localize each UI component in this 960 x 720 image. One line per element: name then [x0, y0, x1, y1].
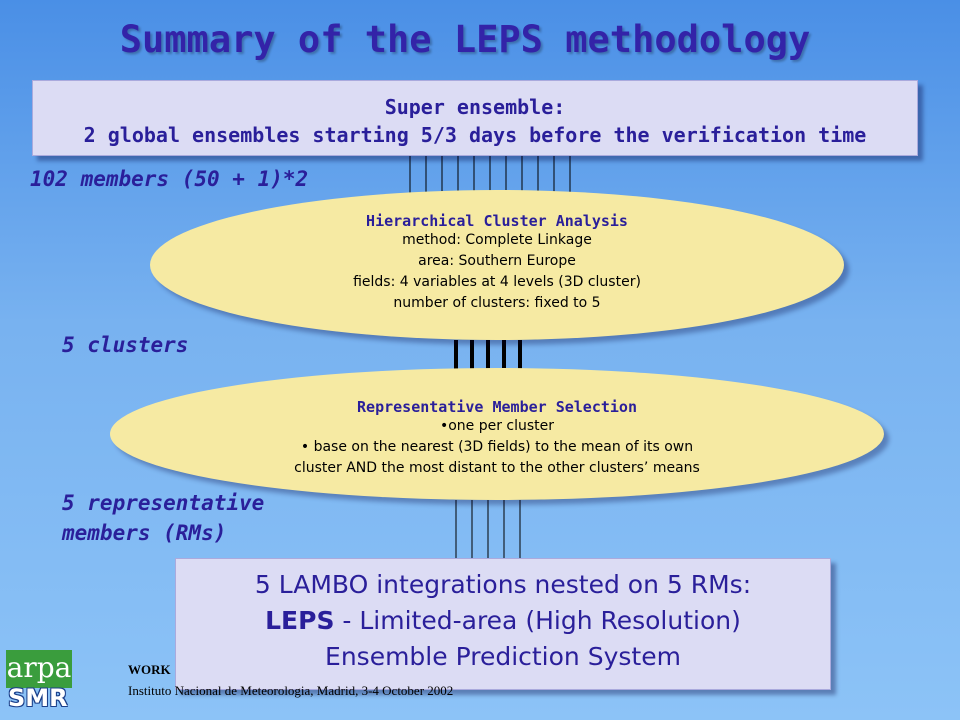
super-ensemble-box	[32, 80, 918, 156]
cluster-analysis-title: Hierarchical Cluster Analysis	[366, 212, 628, 230]
member-selection-line: •one per cluster	[439, 418, 555, 434]
cluster-analysis-line: number of clusters: fixed to 5	[393, 295, 601, 311]
lambo-line-2-rest: - Limited-area (High Resolution)	[334, 606, 741, 635]
cluster-analysis-ellipse	[150, 190, 844, 340]
member-selection-ellipse	[110, 368, 884, 500]
super-ensemble-heading: Super ensemble:	[384, 95, 566, 119]
representative-label-2: members (RMs)	[62, 521, 227, 545]
members-label: 102 members (50 + 1)*2	[30, 167, 309, 191]
arpa-smr-logo	[6, 650, 72, 714]
lambo-line-3: Ensemble Prediction System	[325, 642, 681, 671]
member-selection-line: cluster AND the most distant to the other clusters’ means	[294, 460, 700, 476]
footer-workshop: WORK	[128, 662, 171, 677]
member-selection-line: • base on the nearest (3D fields) to the mean of its own	[300, 439, 694, 455]
lambo-line-2	[176, 603, 830, 639]
cluster-analysis-line: area: Southern Europe	[418, 253, 576, 269]
leps-acronym: LEPS	[265, 606, 335, 635]
clusters-label: 5 clusters	[62, 333, 189, 357]
lambo-line-1: 5 LAMBO integrations nested on 5 RMs:	[254, 570, 752, 599]
member-selection-title: Representative Member Selection	[357, 398, 637, 416]
logo-arpa-text: arpa	[6, 650, 72, 688]
representative-label-1: 5 representative	[62, 491, 265, 515]
footer-venue: Instituto Nacional de Meteorologia, Madrid, 3-4 October 2002	[128, 683, 454, 698]
logo-smr-text: SMR	[8, 684, 68, 712]
lambo-box	[175, 558, 831, 690]
page-title: Summary of the LEPS methodology	[119, 18, 811, 61]
cluster-analysis-line: method: Complete Linkage	[402, 232, 592, 248]
super-ensemble-description: 2 global ensembles starting 5/3 days before the verification time	[83, 123, 867, 147]
cluster-analysis-line: fields: 4 variables at 4 levels (3D cluster)	[353, 274, 641, 290]
